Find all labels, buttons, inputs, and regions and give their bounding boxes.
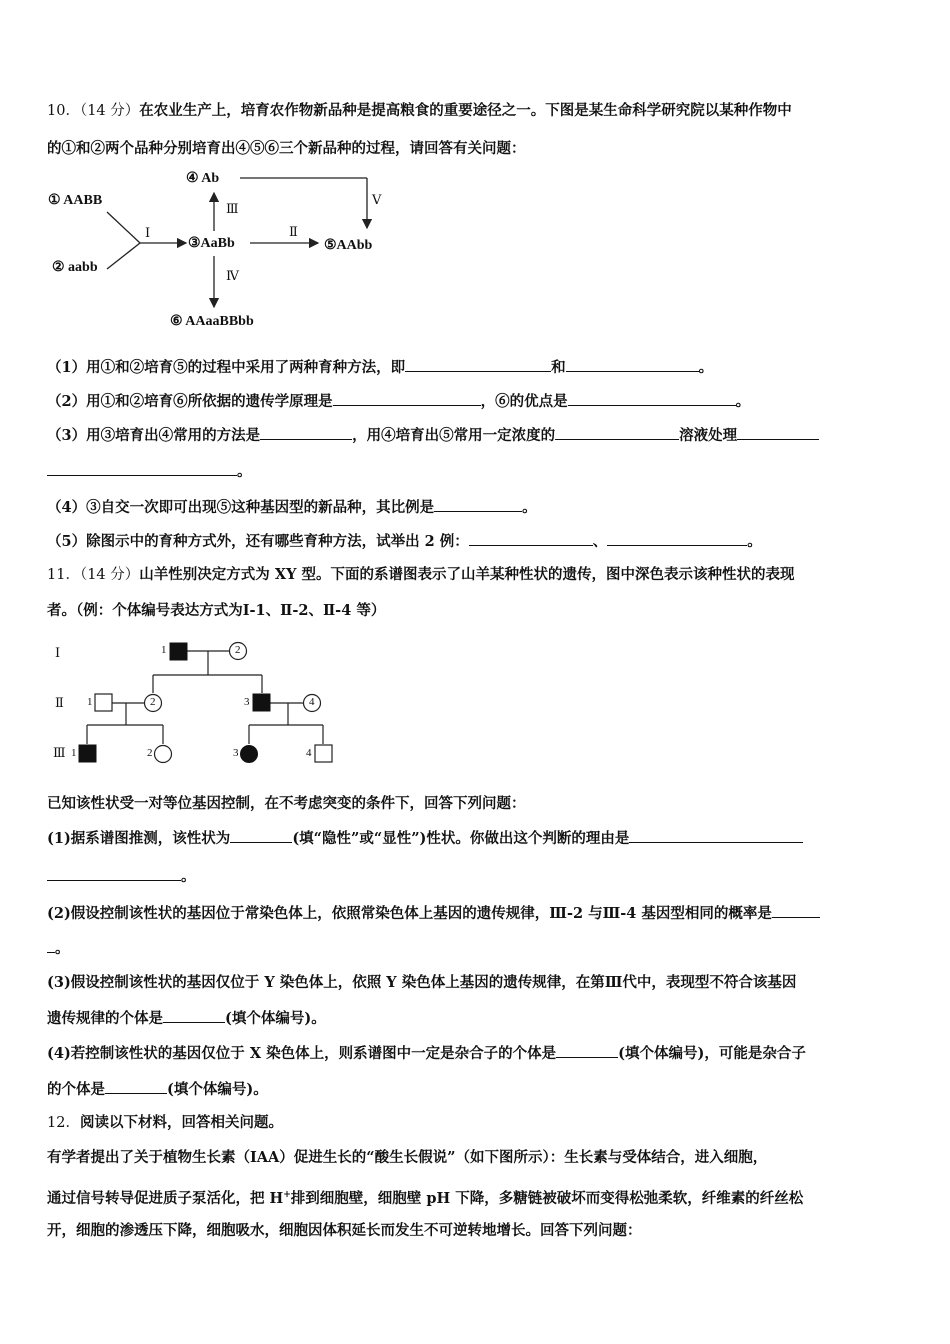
label-III-1: 1 bbox=[71, 747, 77, 759]
individual-III-2-female bbox=[155, 746, 172, 763]
q11-p3-blank[interactable] bbox=[163, 1008, 225, 1023]
node-2-aabb: ② aabb bbox=[52, 260, 98, 275]
q10-p3-end: 。 bbox=[237, 463, 252, 480]
q11-p2-blank-cont[interactable] bbox=[47, 938, 55, 953]
q11-p4-blank1[interactable] bbox=[556, 1043, 618, 1058]
q11-p3-text: (3)假设控制该性状的基因仅位于 Y 染色体上，依照 Y 染色体上基因的遗传规律，在第Ⅲ代中，表现型不符合该基因 bbox=[47, 974, 797, 991]
q11-intro bbox=[47, 794, 526, 814]
node-5-AAbb: ⑤AAbb bbox=[324, 238, 373, 253]
q10-p4-text: （4）③自交一次即可出现⑤这种基因型的新品种，其比例是 bbox=[47, 499, 435, 516]
q10-p5-text: （5）除图示中的育种方式外，还有哪些育种方法，试举出 2 例： bbox=[47, 533, 469, 550]
q12-para-line3 bbox=[47, 1221, 642, 1241]
node-4-Ab: ④ Ab bbox=[186, 171, 220, 186]
step-II-label: Ⅱ bbox=[289, 224, 298, 239]
q11-p3-text2: 遗传规律的个体是 bbox=[47, 1010, 163, 1027]
node-6-AAaaBBbb: ⑥ AAaaBBbb bbox=[170, 314, 254, 329]
q11-part1-cont bbox=[47, 866, 196, 887]
individual-III-4-male bbox=[315, 745, 332, 762]
label-I-1: 1 bbox=[161, 644, 167, 656]
q12-para1: 有学者提出了关于植物生长素（IAA）促进生长的“酸生长假说”（如下图所示）：生长素与受体结合，进入细胞， bbox=[47, 1149, 768, 1166]
q11-stem1: 山羊性别决定方式为 XY 型。下面的系谱图表示了山羊某种性状的遗传，图中深色表示该种性状的表现 bbox=[139, 566, 795, 583]
q10-p5-sep: 、 bbox=[592, 533, 608, 550]
step-I-label: Ⅰ bbox=[145, 225, 151, 240]
q10-p1-end: 。 bbox=[698, 359, 714, 376]
label-III-4: 4 bbox=[306, 747, 312, 759]
q10-number: 10． bbox=[47, 103, 80, 119]
q10-p5-end: 。 bbox=[747, 533, 762, 550]
label-II-2: 2 bbox=[150, 696, 156, 708]
q10-p4-end: 。 bbox=[522, 499, 537, 516]
gen-II-label: Ⅱ bbox=[55, 695, 64, 710]
q11-stem2: 者。（例：个体编号表达方式为Ⅰ-1、Ⅱ-2、Ⅱ-4 等） bbox=[47, 602, 386, 619]
label-III-2: 2 bbox=[147, 747, 153, 759]
q11-p4-blank2[interactable] bbox=[105, 1079, 167, 1094]
q11-p1-blank2[interactable] bbox=[629, 828, 803, 843]
q11-part3 bbox=[47, 973, 796, 993]
step-III-label: Ⅲ bbox=[226, 201, 239, 216]
q10-p3-text: （3）用③培育出④常用的方法是 bbox=[47, 427, 261, 444]
node-3-AaBb: ③AaBb bbox=[188, 236, 235, 251]
label-II-4: 4 bbox=[309, 696, 315, 708]
q12-stem-text: 阅读以下材料，回答相关问题。 bbox=[79, 1114, 283, 1131]
q11-part4 bbox=[47, 1043, 806, 1064]
q11-part2 bbox=[47, 903, 820, 924]
q11-part3-cont bbox=[47, 1008, 326, 1029]
individual-II-3-affected-male bbox=[253, 694, 270, 711]
q11-p2-end: 。 bbox=[55, 940, 70, 957]
q12-number: 12． bbox=[47, 1115, 80, 1131]
q10-p2-mid: ，⑥的优点是 bbox=[480, 393, 568, 410]
q10-p3-mid: ，用④培育出⑤常用一定浓度的 bbox=[352, 427, 556, 444]
q11-p4-end: (填个体编号)。 bbox=[167, 1081, 268, 1098]
q12-stem bbox=[47, 1113, 283, 1133]
q11-p1-end: 。 bbox=[181, 868, 196, 885]
node-1-AABB: ① AABB bbox=[48, 193, 103, 208]
q10-stem2: 的①和②两个品种分别培育出④⑤⑥三个新品种的过程，请回答有关问题： bbox=[47, 140, 526, 157]
q12-para2a: 通过信号转导促进质子泵活化，把 H bbox=[47, 1189, 284, 1207]
gen-III-label: Ⅲ bbox=[53, 745, 66, 760]
label-II-3: 3 bbox=[244, 696, 250, 708]
q11-part1 bbox=[47, 828, 803, 849]
q10-p1-text: （1）用①和②培育⑤的过程中采用了两种育种方法，即 bbox=[47, 359, 406, 376]
label-III-3: 3 bbox=[233, 747, 239, 759]
q12-para3: 开，细胞的渗透压下降，细胞吸水，细胞因体积延长而发生不可逆转地增长。回答下列问题： bbox=[47, 1222, 642, 1239]
individual-I-1-affected-male bbox=[170, 643, 187, 660]
gen-I-label: Ⅰ bbox=[55, 645, 61, 660]
q10-p1-and: 和 bbox=[551, 359, 566, 376]
q11-p1-text: (1)据系谱图推测，该性状为 bbox=[47, 830, 231, 847]
q10-p2-end: 。 bbox=[735, 393, 751, 410]
q11-p3-end: (填个体编号)。 bbox=[225, 1010, 326, 1027]
q11-p1-blank2-cont[interactable] bbox=[47, 866, 181, 881]
q11-p1-blank1[interactable] bbox=[230, 828, 292, 843]
q10-p2-text: （2）用①和②培育⑥所依据的遗传学原理是 bbox=[47, 393, 333, 410]
q11-p4-text2: 的个体是 bbox=[47, 1081, 105, 1098]
q10-stem1: 在农业生产上，培育农作物新品种是提高粮食的重要途径之一。下图是某生命科学研究院以某种作物中 bbox=[139, 102, 792, 119]
q11-score: （14 分） bbox=[79, 567, 140, 583]
q10-p3-mid2: 溶液处理 bbox=[679, 427, 738, 444]
q11-intro-text: 已知该性状受一对等位基因控制，在不考虑突变的条件下，回答下列问题： bbox=[47, 795, 526, 812]
q11-p1-mid: (填“隐性”或“显性”)性状。你做出这个判断的理由是 bbox=[292, 830, 630, 847]
individual-III-3-affected-female bbox=[241, 746, 258, 763]
q11-part4-cont bbox=[47, 1079, 268, 1100]
q11-number: 11． bbox=[47, 567, 80, 583]
label-II-1: 1 bbox=[87, 696, 93, 708]
q11-part2-cont bbox=[47, 938, 70, 959]
q11-p4-mid: (填个体编号)，可能是杂合子 bbox=[618, 1045, 806, 1062]
q12-para2b: 排到细胞壁，细胞壁 pH 下降，多糖链被破坏而变得松弛柔软，纤维素的纤丝松 bbox=[290, 1189, 804, 1207]
step-V-label: Ⅴ bbox=[372, 192, 382, 207]
q12-para-line1 bbox=[47, 1148, 767, 1168]
q12-para2-sup: + bbox=[283, 1190, 291, 1200]
step-IV-label: Ⅳ bbox=[226, 268, 239, 283]
q11-p2-text: (2)假设控制该性状的基因位于常染色体上，依照常染色体上基因的遗传规律，Ⅲ-2 与Ⅲ-4 基因型相同的概率是 bbox=[47, 905, 772, 922]
q10-score: （14 分） bbox=[79, 103, 140, 119]
q11-p2-blank[interactable] bbox=[772, 903, 820, 918]
label-I-2: 2 bbox=[235, 644, 241, 656]
q11-p4-text: (4)若控制该性状的基因仅位于 X 染色体上，则系谱图中一定是杂合子的个体是 bbox=[47, 1045, 557, 1062]
q12-para-line2 bbox=[47, 1185, 803, 1209]
individual-III-1-affected-male bbox=[79, 745, 96, 762]
individual-II-1-male bbox=[95, 694, 112, 711]
